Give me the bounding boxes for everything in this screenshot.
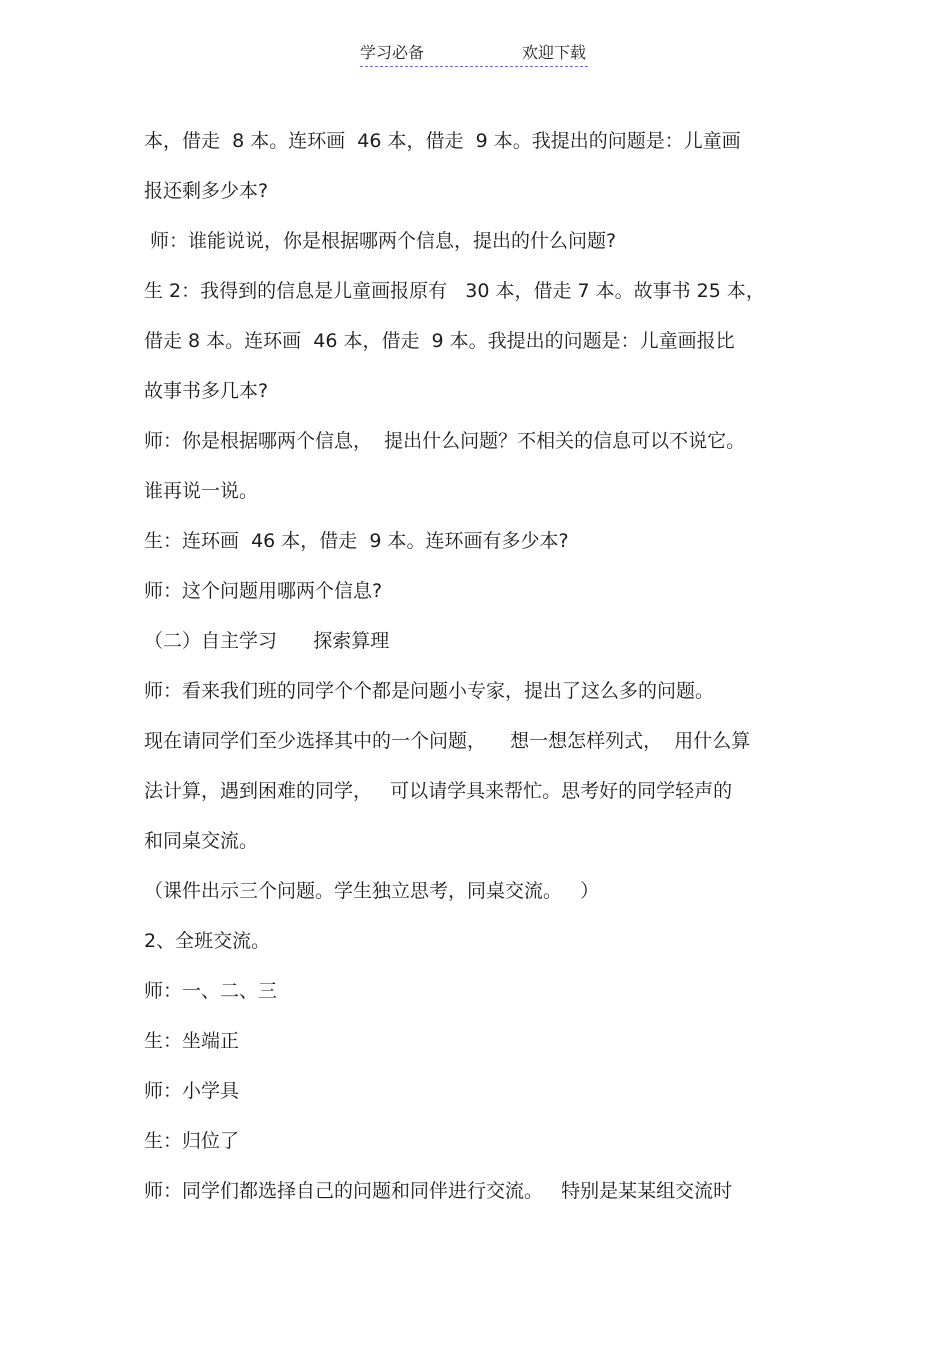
text-line: 本，借走 8 本。连环画 46 本，借走 9 本。我提出的问题是：儿童画 [144,130,741,152]
header-right-text: 欢迎下载 [521,43,586,62]
text-line: 师：同学们都选择自己的问题和同伴进行交流。 特别是某某组交流时 [144,1180,733,1202]
text-line: （课件出示三个问题。学生独立思考，同桌交流。 ） [144,880,600,902]
text-line: 生 2：我得到的信息是儿童画报原有 30 本，借走 7 本。故事书 25 本， [144,280,765,302]
text-line: 生：连环画 46 本，借走 9 本。连环画有多少本? [144,530,569,552]
text-line: 师：一、二、三 [144,980,278,1002]
text-line: 师：小学具 [144,1080,240,1102]
text-line: 2、全班交流。 [144,930,271,952]
text-line: 报还剩多少本? [144,180,269,202]
header-left-text: 学习必备 [360,43,425,62]
text-line: 现在请同学们至少选择其中的一个问题， 想一想怎样列式， 用什么算 [144,730,751,752]
text-line: 法计算，遇到困难的同学， 可以请学具来帮忙。思考好的同学轻声的 [144,780,733,802]
text-line: 借走 8 本。连环画 46 本，借走 9 本。我提出的问题是：儿童画报比 [144,330,735,352]
page-header [360,42,588,67]
text-line: 师：谁能说说，你是根据哪两个信息，提出的什么问题? [144,230,617,252]
text-line: 和同桌交流。 [144,830,259,852]
text-line: 师：这个问题用哪两个信息? [144,580,383,602]
section-heading: （二）自主学习 探索算理 [144,630,390,652]
text-line: 师：你是根据哪两个信息， 提出什么问题？不相关的信息可以不说它。 [144,430,746,452]
text-line: 谁再说一说。 [144,480,259,502]
text-line: 生：归位了 [144,1130,240,1152]
text-line: 故事书多几本? [144,380,269,402]
text-line: 生：坐端正 [144,1030,240,1052]
document-body [144,123,824,1223]
text-line: 师：看来我们班的同学个个都是问题小专家，提出了这么多的问题。 [144,680,715,702]
